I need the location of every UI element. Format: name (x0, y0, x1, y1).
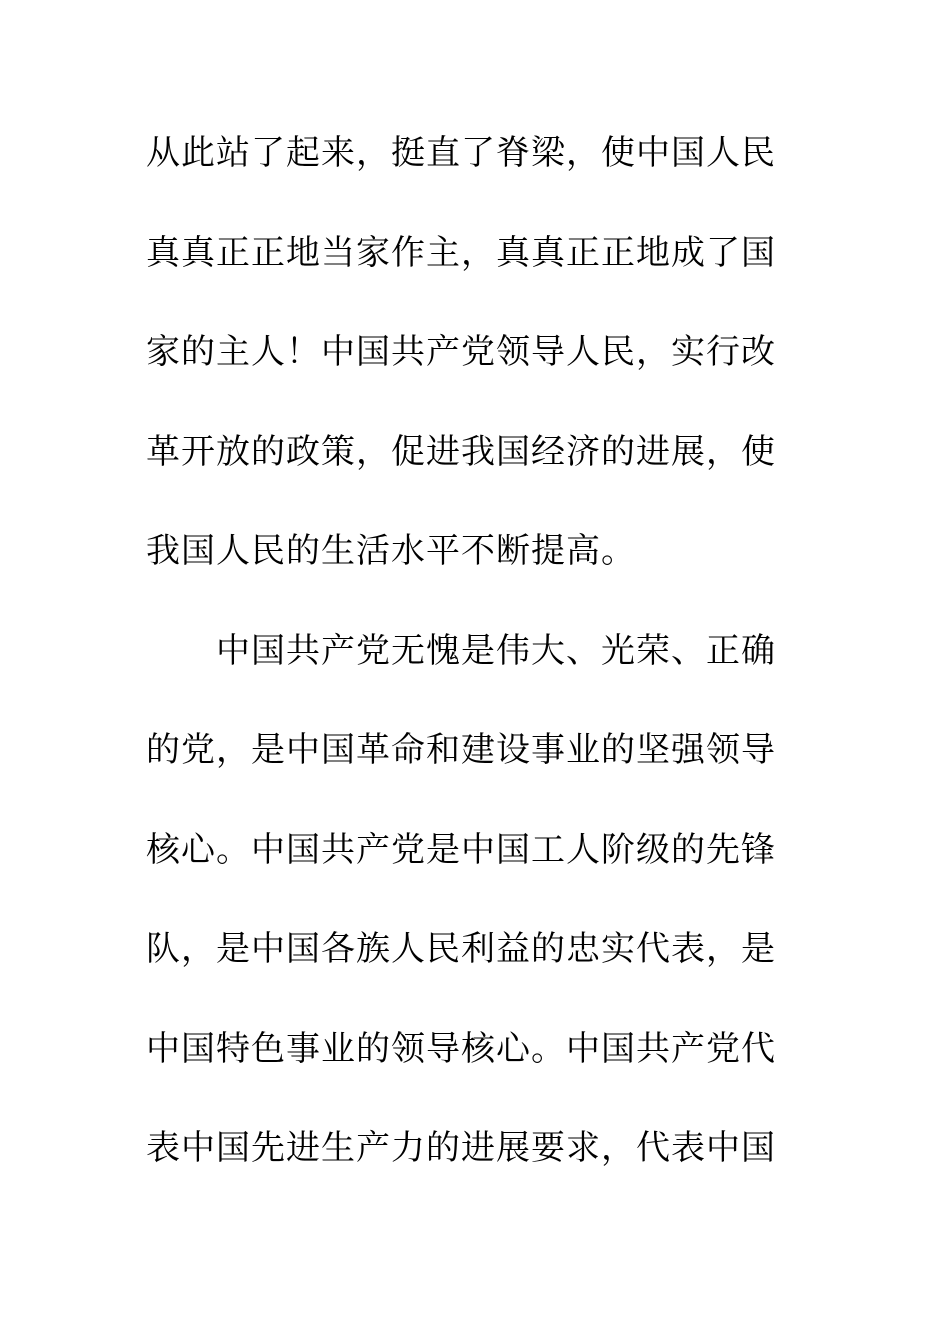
text-line: 革开放的政策，促进我国经济的进展，使 (146, 431, 776, 472)
text-line: 真真正正地当家作主，真真正正地成了国 (146, 232, 776, 273)
text-line: 从此站了起来，挺直了脊梁，使中国人民 (146, 133, 776, 173)
body-text (146, 123, 786, 1218)
text-line: 的党，是中国革命和建设事业的坚强领导 (146, 730, 776, 770)
text-line: 核心。中国共产党是中国工人阶级的先锋 (146, 829, 776, 870)
text-line: 我国人民的生活水平不断提高。 (146, 531, 636, 571)
text-line: 家的主人！中国共产党领导人民，实行改 (146, 332, 776, 372)
paragraph-start-line: 中国共产党无愧是伟大、光荣、正确 (216, 630, 776, 671)
text-line: 表中国先进生产力的进展要求，代表中国 (146, 1128, 776, 1168)
text-line: 队，是中国各族人民利益的忠实代表，是 (146, 929, 776, 969)
text-line: 中国特色事业的领导核心。中国共产党代 (146, 1028, 776, 1069)
